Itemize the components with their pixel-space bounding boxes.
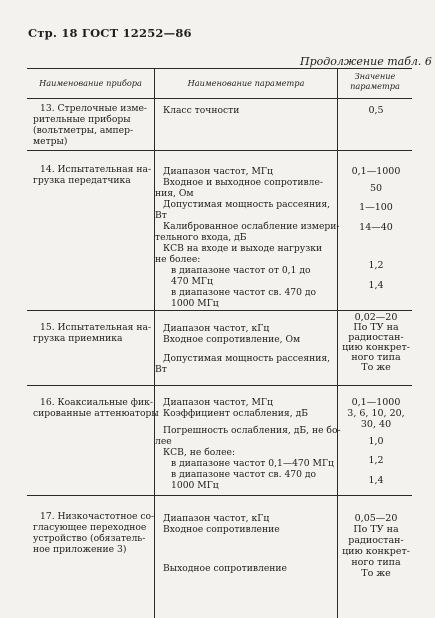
row-separator [27, 385, 412, 386]
row16-param-3: Погрешность ослабления, дБ, не бо- [163, 425, 341, 436]
row14-value-2: 50 [369, 183, 383, 194]
row17-param-2: Входное сопротивление [163, 524, 280, 535]
row14-param-8: КСВ на входе и выходе нагрузки [163, 243, 323, 254]
row14-value-4: 14—40 [359, 222, 393, 233]
table-continuation-label: Продолжение табл. 6 [300, 55, 432, 68]
row14-param-11: 470 МГц [171, 276, 213, 287]
row14-param-3: ния, Ом [155, 188, 194, 199]
row16-param-1: Диапазон частот, МГц [163, 397, 273, 408]
row16-param-5: КСВ, не более: [163, 447, 236, 458]
row17-value-3: радиостан- [348, 535, 404, 546]
page-header: Стр. 18 ГОСТ 12252—86 [28, 26, 192, 40]
row15-value-3: радиостан- [348, 332, 404, 343]
table-header-rule [27, 98, 412, 99]
row14-value-6: 1,4 [368, 280, 384, 291]
row13-name-line3: (вольтметры, ампер- [33, 125, 134, 136]
row16-value-6: 1,4 [368, 475, 384, 486]
column-header-device: Наименование прибора [39, 78, 142, 88]
row15-param-1: Диапазон частот, кГц [163, 323, 270, 334]
row16-name-line1: 16. Коаксиальные фик- [40, 397, 153, 408]
row15-value-6: То же [361, 362, 391, 373]
row-separator [27, 495, 412, 496]
row15-param-4: Вт [155, 364, 167, 375]
row17-param-1: Диапазон частот, кГц [163, 513, 270, 524]
row16-param-7: в диапазоне частот св. 470 до [171, 469, 317, 480]
row14-name-line1: 14. Испытательная на- [40, 164, 152, 175]
row17-value-2: По ТУ на [353, 524, 399, 535]
row15-value-4: цию конкрет- [342, 342, 410, 353]
column-header-value-line2: параметра [350, 81, 400, 91]
row16-value-1: 0,1—1000 [351, 397, 401, 408]
row-separator [27, 150, 412, 151]
row16-param-6: в диапазоне частот 0,1—470 МГц [171, 458, 334, 469]
row16-value-3: 30, 40 [360, 419, 392, 430]
row14-name-line2: грузка передатчика [33, 175, 131, 186]
row17-name-line3: устройство (обязатель- [33, 533, 146, 544]
row14-value-5: 1,2 [368, 260, 384, 271]
row13-value-1: 0,5 [368, 105, 384, 116]
row13-name-line2: рительные приборы [33, 114, 131, 125]
row14-param-9: не более: [155, 254, 201, 265]
row14-param-10: в диапазоне частот от 0,1 до [171, 265, 311, 276]
row15-name-line2: грузка приемника [33, 333, 123, 344]
row16-param-4: лее [155, 436, 172, 447]
table-top-rule [27, 68, 412, 69]
row16-value-4: 1,0 [368, 436, 384, 447]
row17-name-line2: гласующее переходное [33, 522, 147, 533]
row15-value-5: ного типа [351, 352, 401, 363]
row16-param-8: 1000 МГц [171, 480, 219, 491]
row14-param-5: Вт [155, 210, 167, 221]
row14-param-12: в диапазоне частот св. 470 до [171, 287, 317, 298]
row14-param-7: тельного входа, дБ [155, 232, 247, 243]
row15-param-2: Входное сопротивление, Ом [163, 334, 301, 345]
row17-name-line1: 17. Низкочастотное со- [40, 511, 155, 522]
row17-value-1: 0,05—20 [354, 513, 398, 524]
row17-value-6: То же [361, 568, 391, 579]
row16-param-2: Коэффициент ослабления, дБ [163, 408, 308, 419]
row13-param-1: Класс точности [163, 105, 240, 116]
row15-value-2: По ТУ на [353, 322, 399, 333]
row17-name-line4: ное приложение 3) [33, 544, 127, 555]
row14-value-1: 0,1—1000 [351, 166, 401, 177]
row17-param-3: Выходное сопротивление [163, 563, 287, 574]
column-header-value-line1: Значение [354, 71, 396, 81]
row16-name-line2: сированные аттенюаторы [33, 408, 159, 419]
row14-param-4: Допустимая мощность рассеяния, [163, 199, 331, 210]
column-header-param: Наименование параметра [187, 78, 305, 88]
row15-param-3: Допустимая мощность рассеяния, [163, 353, 331, 364]
row16-value-2: 3, 6, 10, 20, [347, 408, 405, 419]
row14-param-6: Калиброванное ослабление измери- [163, 221, 340, 232]
row14-param-2: Входное и выходное сопротивле- [163, 177, 324, 188]
row13-name-line1: 13. Стрелочные изме- [40, 103, 148, 114]
row14-value-3: 1—100 [359, 202, 393, 213]
row14-param-1: Диапазон частот, МГц [163, 166, 273, 177]
row17-value-5: ного типа [351, 557, 401, 568]
row15-value-1: 0,02—20 [354, 312, 398, 323]
row15-name-line1: 15. Испытательная на- [40, 322, 152, 333]
row-separator [27, 310, 412, 311]
row13-name-line4: метры) [33, 136, 68, 147]
row16-value-5: 1,2 [368, 455, 384, 466]
row17-value-4: цию конкрет- [342, 546, 410, 557]
row14-param-13: 1000 МГц [171, 298, 219, 309]
